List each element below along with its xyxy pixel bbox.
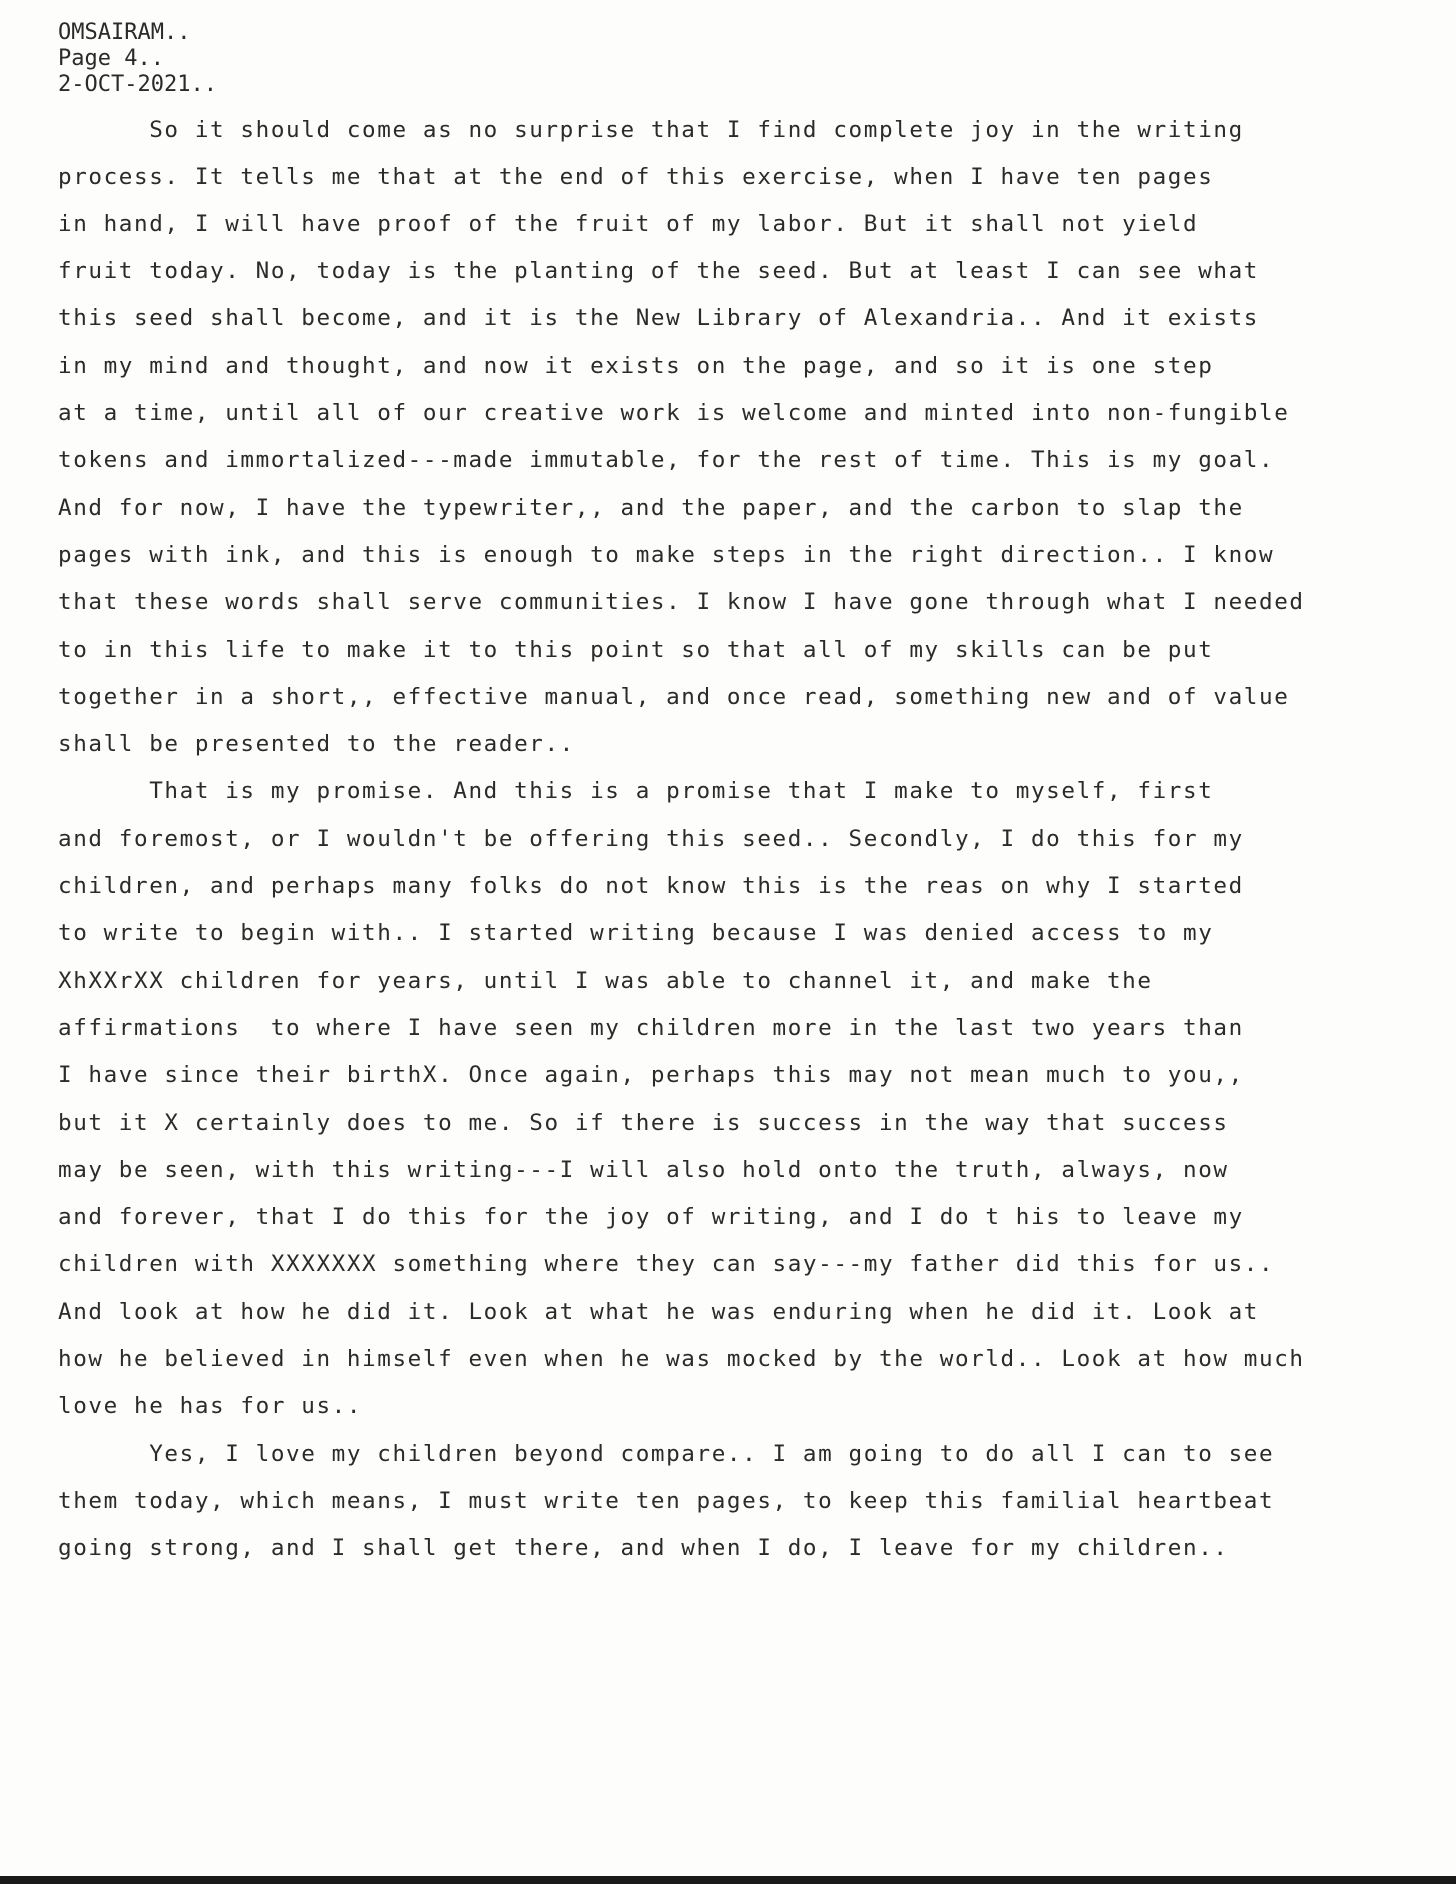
- text-line: tokens and immortalized---made immutable, for the rest of time. This is my goal.: [58, 447, 1275, 473]
- text-line: them today, which means, I must write ten pages, to keep this familial heartbeat: [58, 1488, 1275, 1514]
- text-line: may be seen, with this writing---I will also hold onto the truth, always, now: [58, 1157, 1229, 1183]
- text-line: love he has for us..: [58, 1393, 363, 1419]
- text-line: fruit today. No, today is the planting of the seed. But at least I can see what: [58, 258, 1260, 284]
- text-line: to in this life to make it to this point so that all of my skills can be put: [58, 637, 1214, 663]
- text-line: together in a short,, effective manual, and once read, something new and of value: [58, 684, 1290, 710]
- text-line: this seed shall become, and it is the New Library of Alexandria.. And it exists: [58, 305, 1260, 331]
- text-line: affirmations to where I have seen my children more in the last two years than: [58, 1015, 1244, 1041]
- text-line: how he believed in himself even when he was mocked by the world.. Look at how much: [58, 1346, 1305, 1372]
- text-line: XhXXrXX children for years, until I was able to channel it, and make the: [58, 968, 1153, 994]
- text-line: in hand, I will have proof of the fruit of my labor. But it shall not yield: [58, 211, 1199, 237]
- text-line: and forever, that I do this for the joy of writing, and I do t his to leave my: [58, 1204, 1244, 1230]
- page-bottom-edge: [0, 1876, 1456, 1884]
- text-line: children, and perhaps many folks do not know this is the reas on why I started: [58, 873, 1244, 899]
- text-line: So it should come as no surprise that I find complete joy in the writing: [58, 117, 1244, 143]
- header-date: 2-OCT-2021..: [58, 72, 217, 97]
- text-line: That is my promise. And this is a promise that I make to myself, first: [58, 778, 1214, 804]
- text-line: that these words shall serve communities. I know I have gone through what I needed: [58, 589, 1305, 615]
- page-header: [58, 20, 217, 98]
- text-line: in my mind and thought, and now it exists on the page, and so it is one step: [58, 353, 1214, 379]
- text-line: at a time, until all of our creative work is welcome and minted into non-fungible: [58, 400, 1290, 426]
- header-title: OMSAIRAM..: [58, 20, 191, 45]
- text-line: but it X certainly does to me. So if there is success in the way that success: [58, 1110, 1229, 1136]
- text-line: going strong, and I shall get there, and when I do, I leave for my children..: [58, 1535, 1229, 1561]
- text-line: And look at how he did it. Look at what he was enduring when he did it. Look at: [58, 1299, 1260, 1325]
- text-line: and foremost, or I wouldn't be offering this seed.. Secondly, I do this for my: [58, 826, 1244, 852]
- text-line: Yes, I love my children beyond compare.. I am going to do all I can to see: [58, 1441, 1275, 1467]
- text-line: to write to begin with.. I started writing because I was denied access to my: [58, 920, 1214, 946]
- header-page-number: Page 4..: [58, 46, 164, 71]
- text-line: process. It tells me that at the end of this exercise, when I have ten pages: [58, 164, 1214, 190]
- text-line: pages with ink, and this is enough to make steps in the right direction.. I know: [58, 542, 1275, 568]
- text-line: children with XXXXXXX something where they can say---my father did this for us..: [58, 1251, 1275, 1277]
- text-line: shall be presented to the reader..: [58, 731, 575, 757]
- text-line: And for now, I have the typewriter,, and the paper, and the carbon to slap the: [58, 495, 1244, 521]
- text-line: I have since their birthX. Once again, perhaps this may not mean much to you,,: [58, 1062, 1244, 1088]
